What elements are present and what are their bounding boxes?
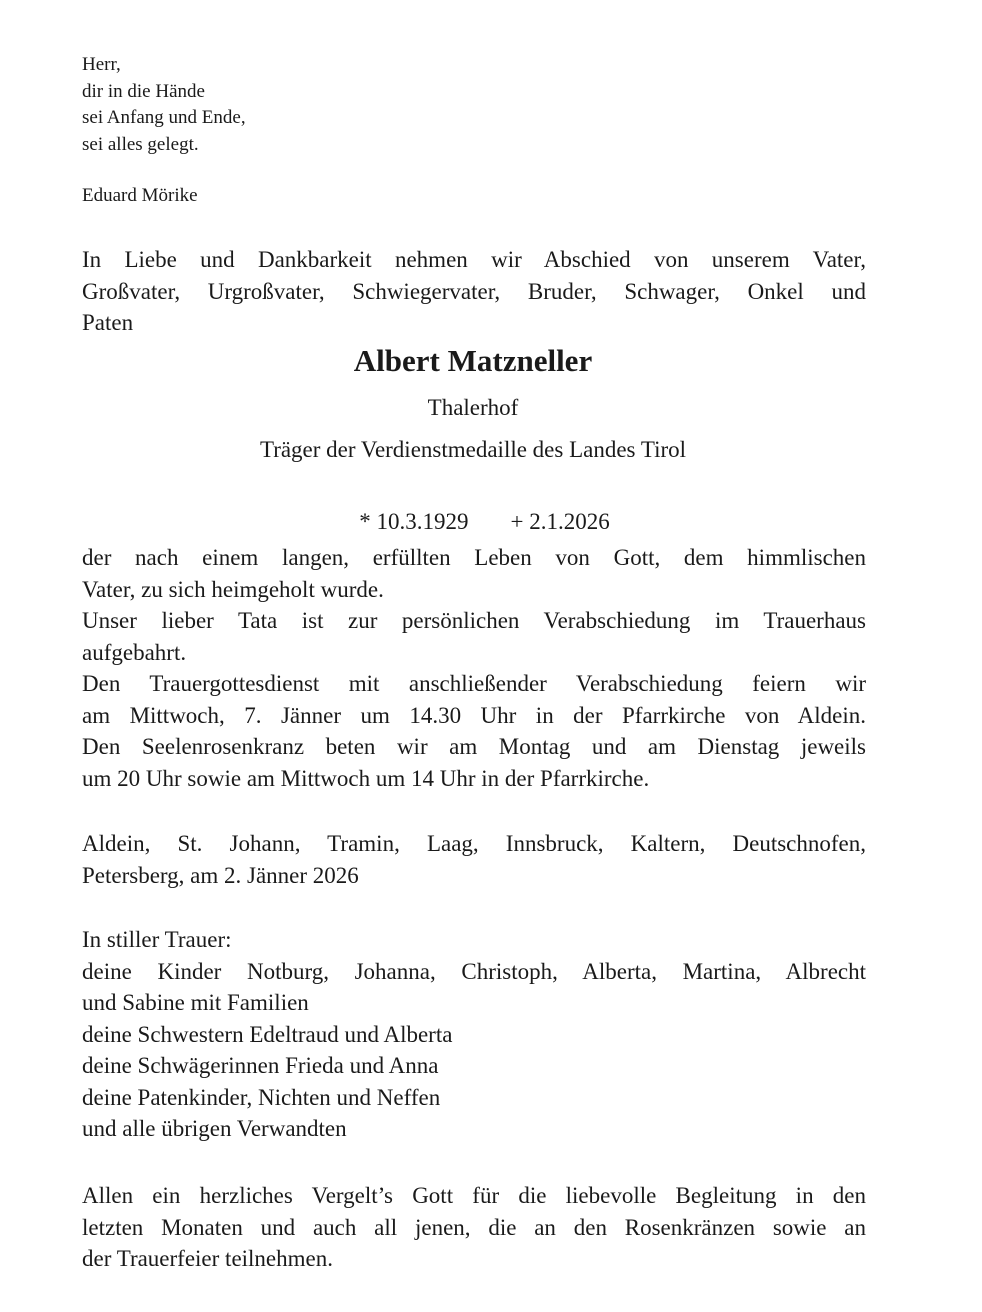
places-line: Aldein, St. Johann, Tramin, Laag, Innsbruck, Kaltern, Deutschnofen,: [82, 831, 866, 856]
poem: [82, 52, 482, 158]
thanks-paragraph: [82, 1180, 866, 1275]
announcement-line: aufgebahrt.: [82, 639, 187, 665]
intro-line: In Liebe und Dankbarkeit nehmen wir Abschied von unserem Vater,: [82, 247, 866, 272]
mourners-line: deine Schwägerinnen Frieda und Anna: [82, 1053, 439, 1078]
announcement-paragraph: [82, 542, 866, 794]
mourners-heading: In stiller Trauer:: [82, 927, 232, 952]
announcement-line: Unser lieber Tata ist zur persönlichen Verabschiedung im Trauerhaus: [82, 608, 866, 633]
announcement-line: der nach einem langen, erfüllten Leben von Gott, dem himmlischen: [82, 545, 866, 570]
mourners-line: und Sabine mit Familien: [82, 990, 309, 1015]
announcement-line: Den Seelenrosenkranz beten wir am Montag und am Dienstag jeweils: [82, 734, 866, 759]
announcement-line: am Mittwoch, 7. Jänner um 14.30 Uhr in der Pfarrkirche von Aldein.: [82, 702, 866, 728]
thanks-line: Allen ein herzliches Vergelt’s Gott für die liebevolle Begleitung in den: [82, 1183, 866, 1208]
mourners-line: deine Schwestern Edeltraud und Alberta: [82, 1021, 453, 1047]
announcement-line: Vater, zu sich heimgeholt wurde.: [82, 576, 384, 602]
mourners-line: und alle übrigen Verwandten: [82, 1116, 347, 1141]
death-date: + 2.1.2026: [510, 509, 610, 534]
poem-line: sei Anfang und Ende,: [82, 107, 246, 128]
poem-author: Eduard Mörike: [82, 185, 198, 206]
mourners-line: deine Patenkinder, Nichten und Neffen: [82, 1084, 441, 1110]
places-line: Petersberg, am 2. Jänner 2026: [82, 862, 359, 888]
intro-line: Großvater, Urgroßvater, Schwiegervater, Bruder, Schwager, Onkel und: [82, 278, 866, 304]
intro-paragraph: [82, 244, 866, 339]
deceased-farm: Thalerhof: [427, 395, 519, 420]
announcement-line: Den Trauergottesdienst mit anschließender Verabschiedung feiern wir: [82, 671, 866, 696]
intro-line: Paten: [82, 310, 134, 335]
mourners-list: [82, 924, 866, 1145]
poem-line: Herr,: [82, 54, 121, 75]
thanks-line: letzten Monaten und auch all jenen, die an den Rosenkränzen sowie an: [82, 1214, 866, 1240]
places-paragraph: [82, 828, 866, 891]
deceased-honor: Träger der Verdienstmedaille des Landes Tirol: [259, 437, 687, 462]
deceased-name: Albert Matzneller: [353, 343, 593, 378]
poem-line: dir in die Hände: [82, 80, 205, 102]
announcement-line: um 20 Uhr sowie am Mittwoch um 14 Uhr in der Pfarrkirche.: [82, 765, 650, 791]
thanks-line: der Trauerfeier teilnehmen.: [82, 1246, 333, 1271]
mourners-line: deine Kinder Notburg, Johanna, Christoph, Alberta, Martina, Albrecht: [82, 958, 866, 984]
birth-date: * 10.3.1929: [359, 509, 469, 534]
poem-line: sei alles gelegt.: [82, 133, 199, 155]
